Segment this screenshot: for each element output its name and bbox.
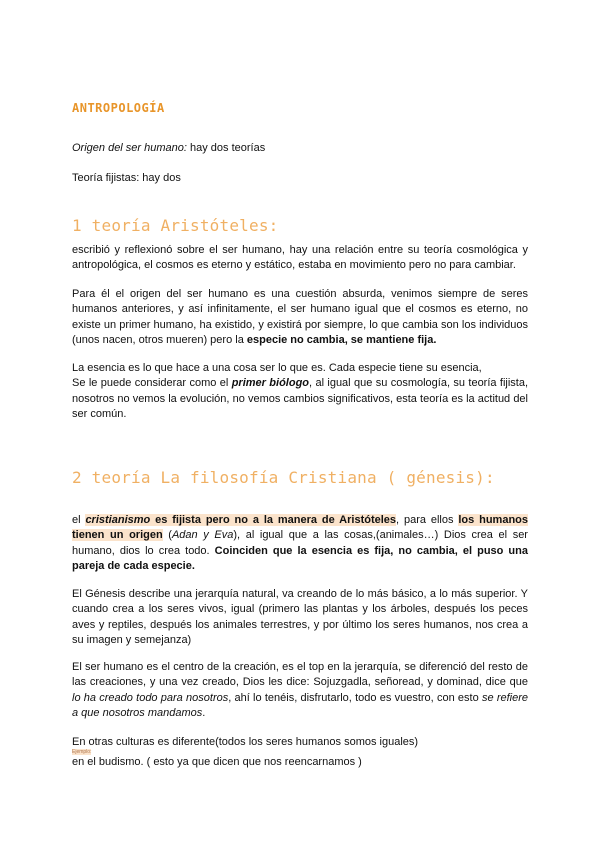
section1-paragraph-2 — [72, 287, 528, 349]
highlight-cristianismo — [85, 514, 396, 526]
section2-paragraph-3 — [72, 660, 528, 722]
section2-paragraph-2: El Génesis describe una jerarquía natural, va creando de lo más básico, a lo más superior. Y cuando crea a los seres vivos, igual (primero las plantas y los árboles, después los peces aves y reptiles, después los animales terrestres, y por último los seres humanos, nos crea a su imagen y semejanza) — [72, 588, 528, 647]
section1-p3-text-b: , al igual que su cosmología, su teoría fijista, nosotros no vemos la evolución, no vemos cambios significativos, esta teoría es la actitud del ser común. — [72, 377, 529, 421]
fixist-line: Teoría fijistas: hay dos — [72, 172, 181, 184]
essence-fixed-bold: Coinciden que la esencia es fija, no cambia, el puso una pareja de cada especie. — [72, 544, 528, 573]
other-cultures-line: En otras culturas es diferente(todos los seres humanos somos iguales) — [72, 736, 419, 748]
origin-line — [72, 141, 528, 156]
section2-heading: 2 teoría La filosofía Cristiana ( génesis): — [72, 468, 495, 487]
species-fixed-bold: especie no cambia, se mantiene fija. — [246, 334, 437, 347]
humans-origin-bold: los humanos tienen un origen — [72, 514, 528, 542]
s2-p1-c: ( — [162, 529, 172, 542]
first-biologist: primer biólogo — [231, 377, 310, 390]
section1-paragraph-1: escribió y reflexionó sobre el ser humano, hay una relación entre su teoría cosmológica y antropológica, el cosmos es eterno y estático, estaba en movimiento pero no para cambiar. — [72, 244, 528, 272]
document-title: ANTROPOLOGÍA — [72, 101, 165, 115]
s2-p3-italic-2: se refiere a que nosotros mandamos — [72, 691, 529, 720]
section1-p2-text: Para él el origen del ser humano es una cuestión absurda, venimos siempre de seres humanos anteriores, y así infinitamente, el ser humano igual que el cosmos es eterno, no existe un primer humano, ha existido, y existirá por siempre, lo que cambia son los individuos (unos nacen, otros mueren) pero la — [72, 288, 528, 347]
essence-line: La esencia es lo que hace a una cosa ser lo que es. Cada especie tiene su esencia, — [72, 362, 482, 374]
s2-p3-a: El ser humano es el centro de la creación, es el top en la jerarquía, se diferenció del resto de las creaciones, y una vez creado, Dios les dice: Sojuzgadla, señoread, y dominad, dice que — [72, 661, 528, 689]
s2-p3-c: . — [202, 707, 206, 720]
example-comment-marker[interactable]: Ejemplo: — [72, 749, 92, 755]
section1-p3-text-a: Se le puede considerar como el — [72, 377, 232, 390]
adan-eva: Adan y Eva — [171, 529, 234, 542]
section1-heading: 1 teoría Aristóteles: — [72, 216, 279, 235]
s2-p1-b: , para ellos — [396, 514, 459, 526]
origin-label: Origen del ser humano: — [72, 142, 187, 154]
cristianismo-word: cristianismo — [85, 514, 151, 526]
s2-p1-d: ), al igual que a las cosas,(animales…) Dios crea el ser humano, dios lo crea todo. — [72, 529, 528, 557]
s2-p3-italic-1: lo ha creado todo para nosotros — [72, 691, 229, 704]
s2-p3-b: , ahí lo tenéis, disfrutarlo, todo es vuestro, con esto — [228, 691, 482, 704]
buddhism-line: en el budismo. ( esto ya que dicen que nos reencarnamos ) — [72, 756, 362, 768]
fixist-claim: es fijista pero no a la manera de Aristóteles — [150, 514, 397, 526]
section1-paragraph-3 — [72, 361, 528, 423]
section2-paragraph-1 — [72, 513, 528, 575]
s2-p1-a: el — [72, 514, 86, 526]
origin-text: hay dos teorías — [186, 142, 266, 154]
